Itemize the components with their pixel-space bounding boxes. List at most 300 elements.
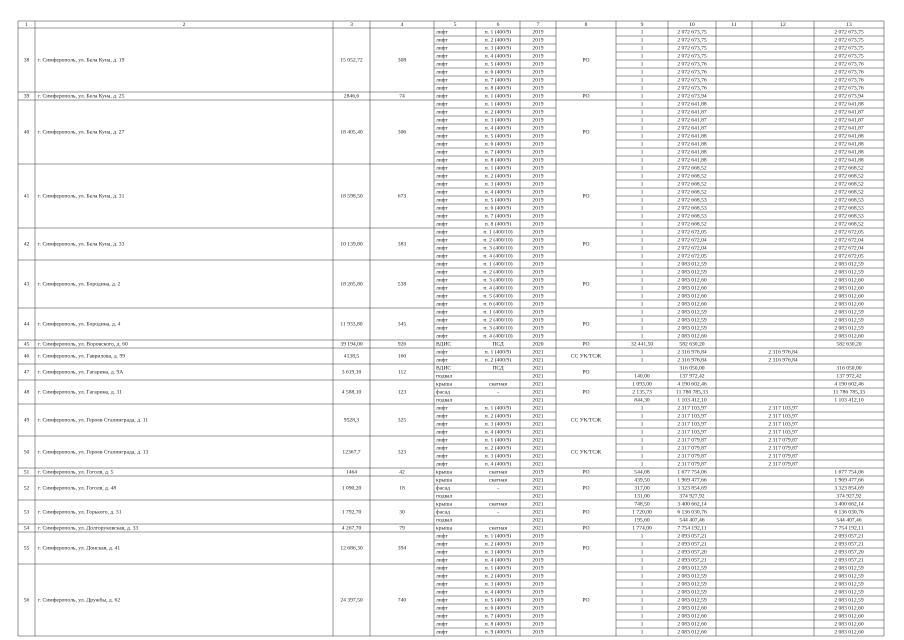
work-type-cell: лифт (436, 565, 448, 572)
area-cell: 9528,3 (343, 417, 360, 424)
volume-cell: 1 (640, 413, 644, 420)
cost-total-cell: 2 083 012,60 (834, 605, 864, 612)
work-detail-cell: п. 1 (400/9) (484, 437, 512, 444)
cost-cell: 2 083 012,59 (677, 581, 707, 588)
financing-cell: РО (582, 321, 590, 328)
row-number: 41 (23, 193, 30, 200)
work-detail-cell: п. 1 (400/9) (484, 533, 512, 540)
year-cell: 2019 (532, 189, 544, 196)
cost-cell: 2 093 057,20 (677, 549, 707, 556)
year-cell: 2019 (532, 629, 544, 636)
work-type-cell: лифт (436, 453, 448, 460)
work-detail-cell: п. 6 (400/9) (484, 141, 512, 148)
address-cell: г. Симферополь, ул. Гагарина, д. 31 (38, 389, 123, 396)
cost-total-cell: 137 972,42 (836, 373, 862, 380)
cost-total-cell: 2 083 012,60 (834, 285, 864, 292)
work-type-cell: лифт (436, 541, 448, 548)
year-cell: 2019 (532, 253, 544, 260)
volume-cell: 1 720,00 (632, 509, 652, 516)
volume-cell: 1 (640, 285, 644, 292)
area-cell: 1 792,70 (341, 509, 362, 516)
volume-cell: 1 (640, 301, 644, 308)
work-type-cell: лифт (436, 437, 448, 444)
volume-cell: 1 (640, 405, 644, 412)
cost-total-cell: 374 927,92 (836, 493, 862, 500)
cost-cell: 6 136 030,76 (677, 509, 707, 516)
cost-cell: 2 317 103,97 (677, 429, 707, 436)
volume-cell: 1 (640, 621, 644, 628)
cost-total-cell: 2 072 673,76 (834, 69, 864, 76)
work-detail-cell: п. 1 (400/9) (484, 101, 512, 108)
work-type-cell: лифт (436, 253, 448, 260)
volume-cell: 1 (640, 117, 644, 124)
residents-cell: 30 (399, 509, 405, 516)
work-detail-cell: п. 7 (400/9) (484, 77, 512, 84)
volume-cell: 1 (640, 165, 644, 172)
cost-cell: 2 083 012,60 (677, 605, 707, 612)
year-cell: 2021 (532, 445, 544, 452)
area-cell: 18 265,80 (340, 281, 363, 288)
cost-cell: 2 072 641,88 (677, 141, 707, 148)
year-cell: 2021 (532, 485, 544, 492)
cost-total-cell: 2 083 012,59 (834, 269, 864, 276)
cost-cell: 2 072 641,88 (677, 149, 707, 156)
volume-cell: 2 135,73 (632, 389, 652, 396)
cost-total-cell: 2 072 641,88 (834, 157, 864, 164)
work-detail-cell: п. 6 (400/9) (484, 205, 512, 212)
year-cell: 2019 (532, 229, 544, 236)
residents-cell: 926 (397, 341, 407, 348)
cost-total-cell: 2 072 641,88 (834, 149, 864, 156)
cost-cell: 2 083 012,60 (677, 277, 707, 284)
cost-cell: 2 083 012,59 (677, 261, 707, 268)
year-cell: 2019 (532, 109, 544, 116)
volume-cell: 1 (640, 629, 644, 636)
year-cell: 2019 (532, 317, 544, 324)
volume-cell: 1 (640, 61, 644, 68)
address-cell: г. Симферополь, ул. Воровского, д. 60 (38, 341, 128, 348)
work-detail-cell: п. 2 (400/9) (484, 573, 512, 580)
year-cell: 2019 (532, 269, 544, 276)
year-cell: 2019 (532, 37, 544, 44)
year-cell: 2019 (532, 261, 544, 268)
row-number: 45 (23, 341, 30, 348)
year-cell: 2019 (532, 605, 544, 612)
work-detail-cell: п. 4 (400/9) (484, 589, 512, 596)
work-type-cell: лифт (436, 413, 448, 420)
cost-total-cell: 2 072 641,88 (834, 101, 864, 108)
work-detail-cell: п. 3 (400/9) (484, 45, 512, 52)
work-type-cell: лифт (436, 157, 448, 164)
volume-cell: 1 (640, 269, 644, 276)
cost-total-cell: 4 190 602,46 (834, 381, 864, 388)
header-cell: 12 (780, 22, 786, 29)
cost-total-cell: 11 786 785,33 (833, 389, 865, 396)
year-cell: 2021 (532, 461, 544, 468)
work-detail-cell: п. 5 (400/9) (484, 597, 512, 604)
volume-cell: 1 (640, 237, 644, 244)
year-cell: 2019 (532, 549, 544, 556)
cost-total-cell: 6 136 030,76 (834, 509, 864, 516)
cost-total-cell: 2 093 057,20 (834, 549, 864, 556)
year-cell: 2019 (532, 213, 544, 220)
work-detail-cell: п. 9 (400/9) (484, 629, 512, 636)
work-type-cell: лифт (436, 429, 448, 436)
address-cell: г. Симферополь, ул. Бела Куна, д. 25 (38, 93, 125, 100)
work-type-cell: лифт (436, 61, 448, 68)
cost-total-cell: 2 083 012,59 (834, 597, 864, 604)
volume-cell: 1 (640, 325, 644, 332)
financing-cell: РО (582, 341, 590, 348)
cost-total-cell: 2 072 668,53 (834, 197, 864, 204)
cost-cell: 2 083 012,60 (677, 285, 707, 292)
cost-cell: 1 969 477,66 (677, 477, 707, 484)
work-type-cell: лифт (436, 237, 448, 244)
work-type-cell: лифт (436, 245, 448, 252)
work-detail-cell: п. 1 (400/9) (484, 165, 512, 172)
work-type-cell: лифт (436, 125, 448, 132)
work-detail-cell: п. 2 (400/9) (484, 173, 512, 180)
volume-cell: 1 (640, 453, 644, 460)
financing-cell: РО (582, 509, 590, 516)
row-number: 55 (23, 545, 30, 552)
work-type-cell: лифт (436, 85, 448, 92)
residents-cell: 383 (397, 241, 407, 248)
work-detail-cell: п. 5 (400/9) (484, 133, 512, 140)
volume-cell: 1 (640, 261, 644, 268)
row-number: 53 (23, 509, 30, 516)
volume-cell: 1 (640, 197, 644, 204)
area-cell: 4138,5 (343, 353, 360, 360)
row-number: 44 (23, 321, 30, 328)
cost-total-cell: 2 072 673,94 (834, 93, 864, 100)
volume-cell: 844,30 (634, 397, 650, 404)
financing-cell: СС УК/ТСЖ (570, 449, 602, 456)
work-detail-cell: п. 6 (400/9) (484, 605, 512, 612)
volume-cell: 1 (640, 349, 644, 356)
year-cell: 2019 (532, 29, 544, 36)
address-cell: г. Симферополь, ул. Гоголя, д. 48 (38, 485, 117, 492)
cost-total-cell: 2 072 641,87 (834, 109, 864, 116)
year-cell: 2019 (532, 69, 544, 76)
year-cell: 2021 (532, 421, 544, 428)
year-cell: 2019 (532, 117, 544, 124)
volume-cell: 1 (640, 133, 644, 140)
work-type-cell: лифт (436, 301, 448, 308)
row-number: 49 (23, 417, 30, 424)
area-cell: 11 933,80 (340, 321, 363, 328)
cost-cell: 2 072 672,05 (677, 253, 707, 260)
cost-total-cell: 2 083 012,59 (834, 573, 864, 580)
work-type-cell: лифт (436, 589, 448, 596)
cost-total-cell: 2 072 672,04 (834, 245, 864, 252)
work-detail-cell: п. 5 (400/9) (484, 197, 512, 204)
cost-cell: 2 072 668,52 (677, 221, 707, 228)
year-cell: 2020 (532, 341, 544, 348)
work-detail-cell: п. 8 (400/9) (484, 85, 512, 92)
volume-cell: 1 (640, 597, 644, 604)
work-type-cell: лифт (436, 181, 448, 188)
residents-cell: 323 (397, 449, 407, 456)
financing-cell: РО (582, 129, 590, 136)
row-number: 47 (23, 369, 30, 376)
work-type-cell: крыша (436, 469, 453, 476)
row-number: 46 (23, 353, 30, 360)
work-detail-cell: п. 7 (400/9) (484, 149, 512, 156)
work-type-cell: лифт (436, 149, 448, 156)
financing-cell: РО (582, 469, 590, 476)
cost-cell: 2 093 057,21 (677, 557, 707, 564)
residents-cell: 394 (397, 545, 407, 552)
cost-cell: 2 317 103,97 (677, 421, 707, 428)
work-detail-cell: п. 4 (400/9) (484, 53, 512, 60)
work-detail-cell: п. 4 (400/9) (484, 557, 512, 564)
cost-owner-cell: 2 317 103,97 (768, 429, 798, 436)
volume-cell: 140,00 (634, 373, 650, 380)
cost-cell: 3 400 662,14 (677, 501, 707, 508)
area-cell: 12367,7 (342, 449, 361, 456)
row-number: 50 (23, 449, 30, 456)
work-type-cell: лифт (436, 197, 448, 204)
year-cell: 2019 (532, 533, 544, 540)
cost-cell: 2 093 057,21 (677, 533, 707, 540)
year-cell: 2021 (532, 493, 544, 500)
address-cell: г. Симферополь, ул. Гагарина, д. 9А (38, 369, 124, 376)
volume-cell: 1 (640, 437, 644, 444)
cost-cell: 2 317 079,87 (677, 445, 707, 452)
year-cell: 2019 (532, 581, 544, 588)
row-number: 54 (23, 525, 30, 532)
financing-cell: РО (582, 485, 590, 492)
work-detail-cell: п. 2 (400/9) (484, 37, 512, 44)
cost-total-cell: 2 072 673,76 (834, 85, 864, 92)
work-type-cell: крыша (436, 381, 453, 388)
year-cell: 2019 (532, 221, 544, 228)
cost-cell: 2 072 673,76 (677, 61, 707, 68)
work-type-cell: подвал (436, 517, 453, 524)
cost-total-cell: 2 072 668,52 (834, 221, 864, 228)
cost-cell: 2 072 668,53 (677, 205, 707, 212)
work-type-cell: лифт (436, 629, 448, 636)
cost-total-cell: 2 083 012,60 (834, 629, 864, 636)
year-cell: 2019 (532, 285, 544, 292)
cost-cell: 3 323 854,69 (677, 485, 707, 492)
address-cell: г. Симферополь, ул. Бела Куна, д. 31 (38, 193, 125, 200)
year-cell: 2019 (532, 173, 544, 180)
area-cell: 18 598,50 (340, 193, 363, 200)
address-cell: г. Симферополь, ул. Дружбы, д. 62 (38, 597, 121, 604)
work-type-cell: лифт (436, 69, 448, 76)
cost-total-cell: 2 083 012,59 (834, 589, 864, 596)
header-cell: 13 (846, 22, 852, 29)
cost-total-cell: 2 072 673,76 (834, 77, 864, 84)
work-type-cell: крыша (436, 525, 453, 532)
cost-cell: 2 072 668,52 (677, 165, 707, 172)
work-detail-cell: п. 4 (400/9) (484, 189, 512, 196)
cost-cell: 2 083 012,60 (677, 301, 707, 308)
year-cell: 2019 (532, 301, 544, 308)
work-type-cell: лифт (436, 173, 448, 180)
cost-cell: 11 786 785,33 (676, 389, 708, 396)
work-type-cell: фасад (436, 389, 450, 396)
year-cell: 2019 (532, 333, 544, 340)
area-cell: 4 267,70 (341, 525, 362, 532)
volume-cell: 1 (640, 461, 644, 468)
residents-cell: 79 (399, 525, 405, 532)
cost-cell: 2 072 672,04 (677, 237, 707, 244)
cost-total-cell: 316 050,00 (836, 365, 862, 372)
address-cell: г. Симферополь, ул. Бела Куна, д. 27 (38, 129, 125, 136)
cost-total-cell: 2 083 012,60 (834, 333, 864, 340)
cost-cell: 137 972,42 (679, 373, 705, 380)
work-type-cell: лифт (436, 573, 448, 580)
cost-cell: 2 317 079,87 (677, 461, 707, 468)
volume-cell: 1 (640, 229, 644, 236)
year-cell: 2019 (532, 621, 544, 628)
cost-cell: 4 190 602,46 (677, 381, 707, 388)
work-type-cell: лифт (436, 205, 448, 212)
year-cell: 2019 (532, 157, 544, 164)
cost-cell: 2 072 641,88 (677, 101, 707, 108)
volume-cell: 1 (640, 573, 644, 580)
cost-total-cell: 2 083 012,60 (834, 613, 864, 620)
work-detail-cell: п. 5 (400/9) (484, 61, 512, 68)
cost-total-cell: 2 072 672,04 (834, 237, 864, 244)
volume-cell: 1 (640, 589, 644, 596)
work-detail-cell: п. 2 (400/9) (484, 357, 512, 364)
cost-cell: 2 072 673,76 (677, 77, 707, 84)
year-cell: 2019 (532, 245, 544, 252)
work-type-cell: лифт (436, 533, 448, 540)
cost-cell: 2 072 641,88 (677, 157, 707, 164)
cost-cell: 2 083 012,59 (677, 573, 707, 580)
volume-cell: 1 (640, 141, 644, 148)
cost-total-cell: 3 323 854,69 (834, 485, 864, 492)
year-cell: 2019 (532, 149, 544, 156)
work-type-cell: лифт (436, 221, 448, 228)
residents-cell: 325 (397, 417, 407, 424)
cost-total-cell: 2 072 673,75 (834, 45, 864, 52)
volume-cell: 1 (640, 85, 644, 92)
work-detail-cell: п. 1 (400/9) (484, 565, 512, 572)
volume-cell: 1 (640, 557, 644, 564)
cost-owner-cell: 2 317 103,97 (768, 421, 798, 428)
work-type-cell: лифт (436, 349, 448, 356)
cost-cell: 7 754 192,11 (677, 525, 707, 532)
header-cell: 11 (731, 22, 737, 29)
work-type-cell: подвал (436, 493, 453, 500)
year-cell: 2019 (532, 197, 544, 204)
header-cell: 7 (536, 22, 540, 29)
volume-cell: 1 (640, 357, 644, 364)
header-cell: 6 (496, 22, 500, 29)
header-cell: 4 (400, 22, 404, 29)
cost-cell: 2 072 673,75 (677, 45, 707, 52)
work-detail-cell: п. 6 (400/10) (483, 301, 513, 308)
cost-total-cell: 2 072 668,52 (834, 165, 864, 172)
work-type-cell: лифт (436, 109, 448, 116)
cost-cell: 2 072 672,04 (677, 245, 707, 252)
volume-cell: 1 (640, 205, 644, 212)
work-detail-cell: п. 3 (400/9) (484, 117, 512, 124)
financing-cell: РО (582, 545, 590, 552)
volume-cell: 32 441,50 (630, 341, 654, 348)
year-cell: 2021 (532, 453, 544, 460)
area-cell: 3 619,10 (341, 369, 362, 376)
cost-total-cell: 2 072 673,75 (834, 29, 864, 36)
year-cell: 2019 (532, 293, 544, 300)
work-type-cell: лифт (436, 613, 448, 620)
header-cell: 3 (350, 22, 353, 29)
work-detail-cell: п. 4 (400/9) (484, 429, 512, 436)
cost-total-cell: 2 072 672,05 (834, 253, 864, 260)
financing-cell: РО (582, 281, 590, 288)
residents-cell: 74 (399, 93, 405, 100)
header-cell: 2 (182, 22, 186, 29)
financing-cell: РО (582, 241, 590, 248)
cost-cell: 2 072 668,53 (677, 197, 707, 204)
year-cell: 2019 (532, 165, 544, 172)
work-type-cell: лифт (436, 229, 448, 236)
cost-total-cell: 2 072 673,75 (834, 37, 864, 44)
cost-total-cell: 1 677 754,06 (834, 469, 864, 476)
area-cell: 12 686,30 (340, 545, 363, 552)
work-detail-cell: ПСД (492, 341, 504, 348)
cost-total-cell: 2 083 012,59 (834, 565, 864, 572)
work-type-cell: лифт (436, 29, 448, 36)
volume-cell: 1 (640, 429, 644, 436)
work-type-cell: ВДИС (436, 365, 452, 372)
header-cell: 9 (640, 22, 644, 29)
work-detail-cell: п. 1 (400/9) (484, 29, 512, 36)
address-cell: г. Симферополь, ул. Гоголя, д. 5 (38, 469, 114, 476)
work-detail-cell: п. 4 (400/10) (483, 333, 513, 340)
row-number: 40 (23, 129, 30, 136)
work-type-cell: лифт (436, 141, 448, 148)
work-type-cell: лифт (436, 405, 448, 412)
work-type-cell: лифт (436, 549, 448, 556)
year-cell: 2021 (532, 349, 544, 356)
cost-cell: 2 083 012,60 (677, 293, 707, 300)
cost-cell: 2 083 012,60 (677, 333, 707, 340)
work-type-cell: лифт (436, 93, 448, 100)
volume-cell: 1 (640, 317, 644, 324)
cost-cell: 2 072 641,87 (677, 117, 707, 124)
cost-total-cell: 2 072 668,52 (834, 181, 864, 188)
year-cell: 2021 (532, 429, 544, 436)
volume-cell: 1 (640, 77, 644, 84)
volume-cell: 1 (640, 157, 644, 164)
volume-cell: 1 (640, 101, 644, 108)
cost-total-cell: 2 072 668,53 (834, 213, 864, 220)
cost-total-cell: 2 083 012,60 (834, 301, 864, 308)
work-detail-cell: п. 3 (400/10) (483, 277, 513, 284)
work-type-cell: лифт (436, 213, 448, 220)
cost-cell: 2 072 673,75 (677, 37, 707, 44)
year-cell: 2019 (532, 613, 544, 620)
cost-cell: 1 677 754,06 (677, 469, 707, 476)
cost-cell: 2 072 641,87 (677, 125, 707, 132)
financing-cell: РО (582, 369, 590, 376)
volume-cell: 1 (640, 293, 644, 300)
area-cell: 15 052,72 (340, 57, 363, 64)
work-type-cell: лифт (436, 133, 448, 140)
cost-total-cell: 2 072 641,87 (834, 117, 864, 124)
work-type-cell: лифт (436, 621, 448, 628)
volume-cell: 1 (640, 565, 644, 572)
volume-cell: 1 (640, 149, 644, 156)
cost-cell: 2 083 012,59 (677, 589, 707, 596)
